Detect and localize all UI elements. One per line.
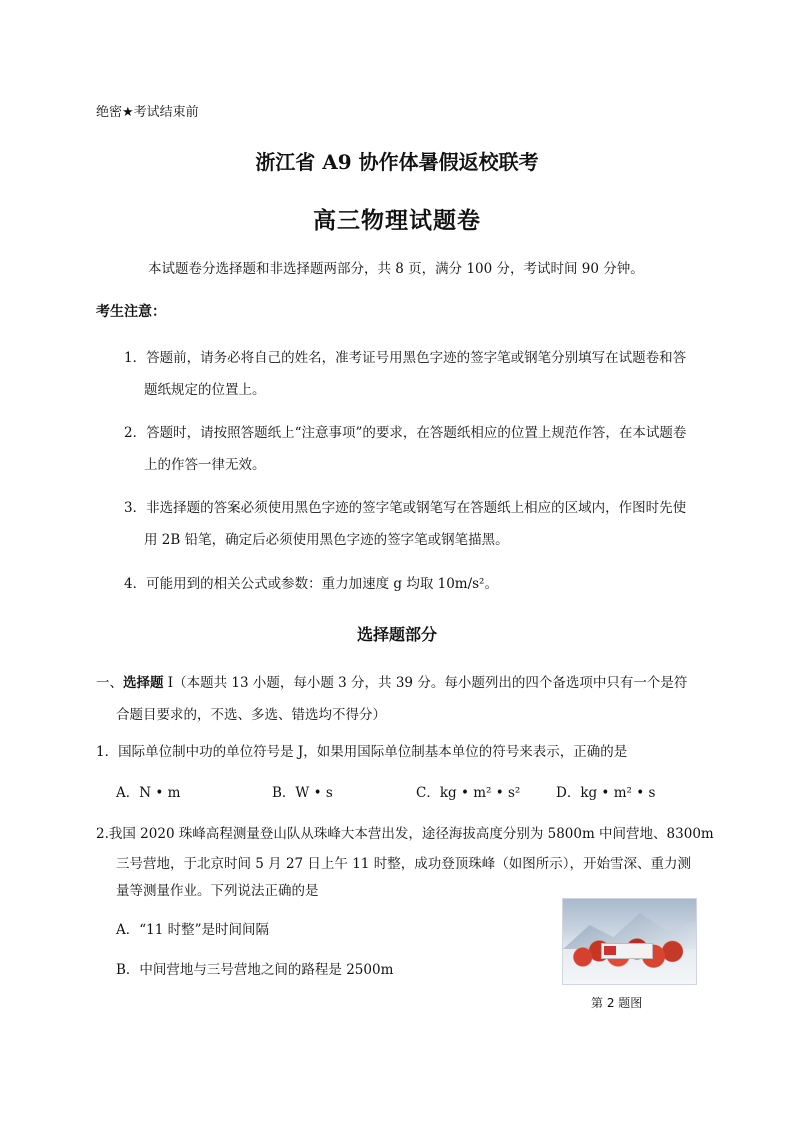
question-2-stem: 2.我国 2020 珠峰高程测量登山队从珠峰大本营出发，途径海拔高度分别为 5800m 中间营地、8300m [96, 826, 714, 842]
notice-item-3: 3．非选择题的答案必须使用黑色字迹的签字笔或钢笔写在答题纸上相应的区域内，作图时先使 [124, 500, 687, 516]
part-description: I（本题共 13 小题，每小题 3 分，共 39 分。每小题列出的四个备选项中只有一个是符 [163, 675, 688, 691]
exam-organization: 浙江省 A9 协作体暑假返校联考 [255, 150, 539, 174]
notice-item-1: 1．答题前，请务必将自己的姓名，准考证号用黑色字迹的签字笔或钢笔分别填写在试题卷和答 [124, 350, 687, 366]
section-title: 选择题部分 [356, 625, 437, 644]
notice-item-1-cont: 题纸规定的位置上。 [144, 382, 266, 398]
question-1-option-b: B．W • s [272, 785, 333, 801]
part-label: 选择题 [123, 675, 164, 691]
notice-item-2: 2．答题时，请按照答题纸上“注意事项”的要求，在答题纸相应的位置上规范作答，在本试题卷 [124, 425, 687, 441]
question-1-option-a: A．N • m [116, 785, 181, 801]
notice-item-3-cont: 用 2B 铅笔，确定后必须使用黑色字迹的签字笔或钢笔描黑。 [144, 532, 509, 548]
part-prefix: 一、 [96, 675, 123, 691]
question-1-option-d: D．kg • m² • s [556, 785, 656, 801]
exam-intro: 本试题卷分选择题和非选择题两部分，共 8 页，满分 100 分，考试时间 90 分钟。 [148, 261, 644, 277]
summit-team-photo [562, 898, 697, 985]
figure-caption: 第 2 题图 [591, 996, 643, 1010]
question-2-stem-cont-1: 三号营地，于北京时间 5 月 27 日上午 11 时整，成功登顶珠峰（如图所示），开始雪深、重力测 [116, 856, 691, 872]
question-1-option-c: C．kg • m² • s² [416, 785, 521, 801]
question-2-stem-cont-2: 量等测量作业。下列说法正确的是 [116, 883, 319, 899]
question-2-option-b: B．中间营地与三号营地之间的路程是 2500m [116, 962, 394, 978]
notice-item-2-cont: 上的作答一律无效。 [144, 457, 266, 473]
page-title: 高三物理试题卷 [313, 207, 481, 234]
flag-banner [601, 943, 653, 959]
notice-item-4: 4．可能用到的相关公式或参数：重力加速度 g 均取 10m/s²。 [124, 576, 498, 592]
confidential-mark: 绝密★考试结束前 [96, 105, 199, 120]
notice-heading: 考生注意： [96, 304, 166, 320]
part-heading [96, 671, 687, 691]
part-description-cont: 合题目要求的，不选、多选、错选均不得分） [116, 707, 386, 723]
question-1-stem: 1．国际单位制中功的单位符号是 J，如果用国际单位制基本单位的符号来表示，正确的是 [96, 744, 628, 760]
question-2-option-a: A．“11 时整”是时间间隔 [116, 922, 270, 938]
